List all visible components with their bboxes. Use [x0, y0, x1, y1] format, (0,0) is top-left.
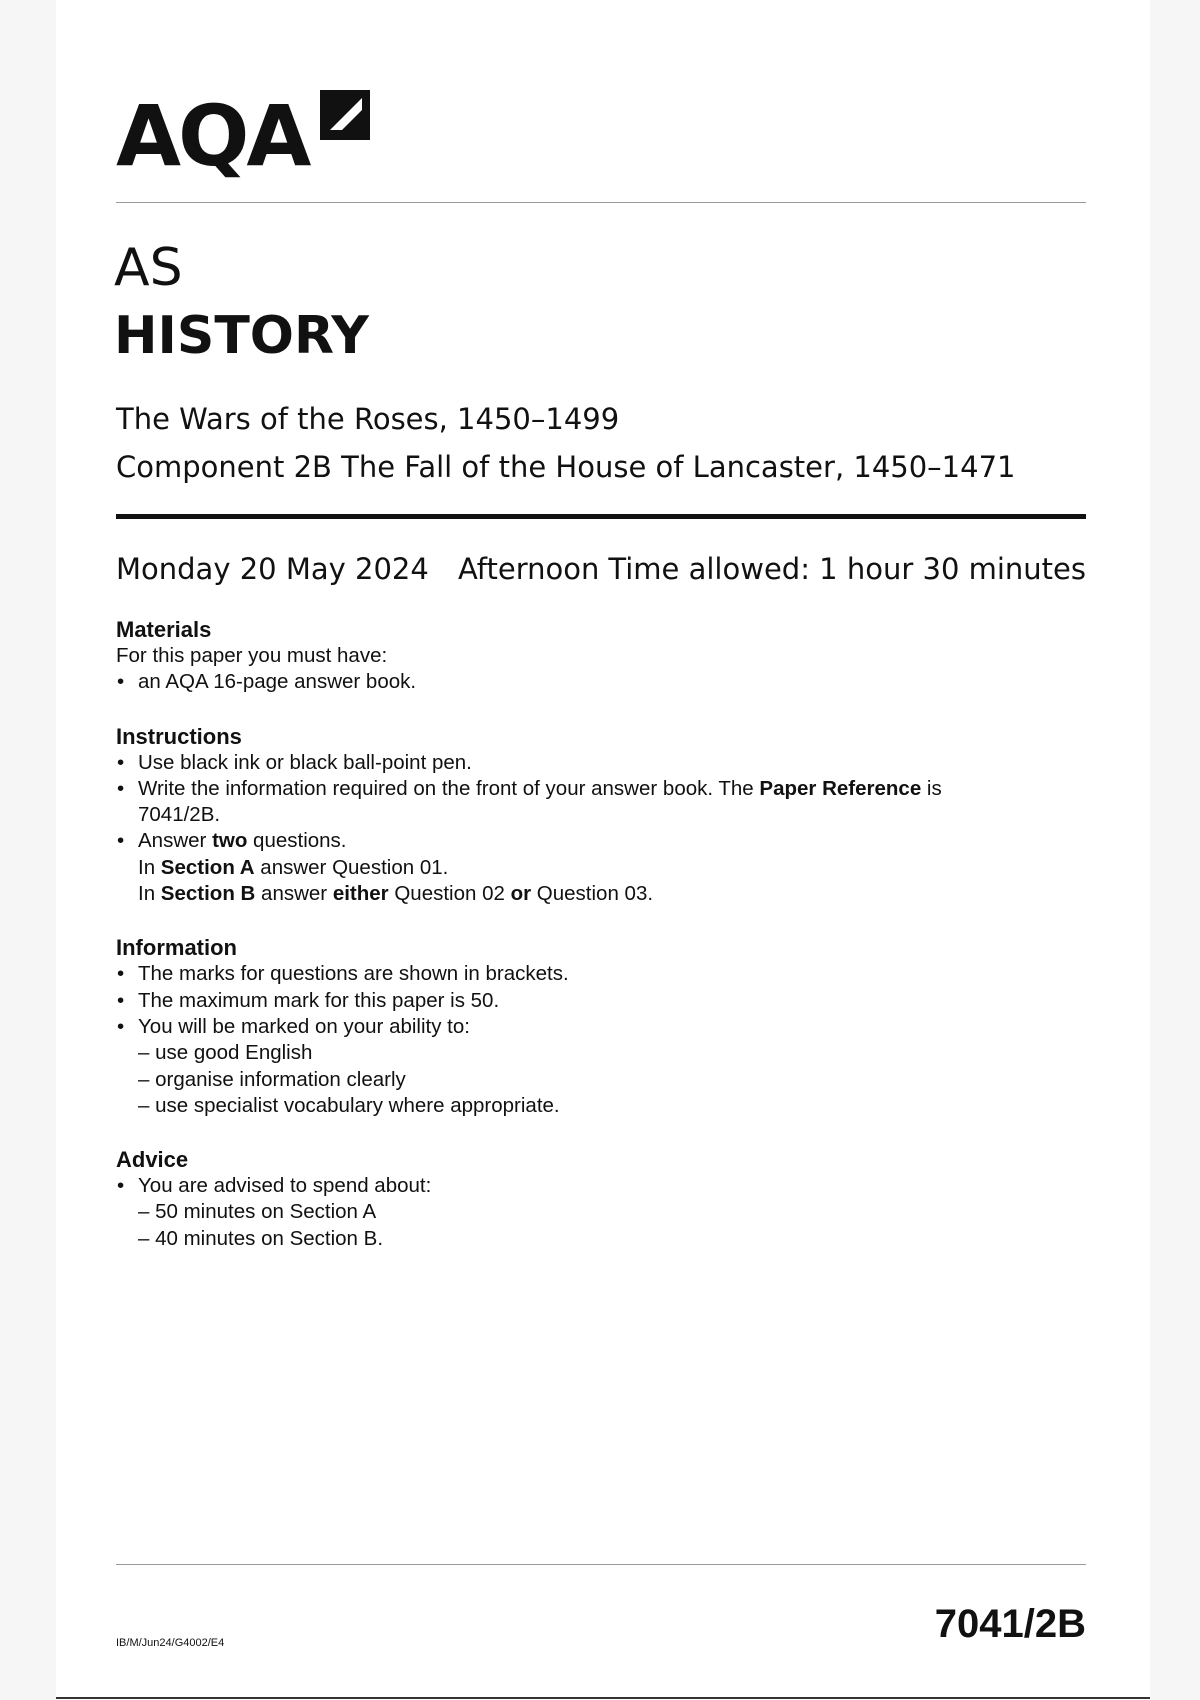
subject-title: HISTORY [114, 306, 369, 366]
instruction-item: • Write the information required on the front of your answer book. The Paper Reference is [116, 776, 1086, 802]
instruction-section-a: In Section A answer Question 01. [138, 855, 449, 879]
information-item: • You will be marked on your ability to: [116, 1014, 1086, 1040]
information-item: • The maximum mark for this paper is 50. [116, 988, 1086, 1014]
qualification-level: AS [114, 238, 183, 298]
advice-subitem: – 40 minutes on Section B. [138, 1226, 384, 1250]
information-heading: Information [116, 935, 237, 961]
information-item: • The marks for questions are shown in brackets. [116, 961, 1086, 987]
title-divider [116, 514, 1086, 519]
component-title: Component 2B The Fall of the House of Lancaster, 1450–1471 [116, 450, 1016, 484]
instruction-item: • Use black ink or black ball-point pen. [116, 750, 1086, 776]
rubric-body [116, 616, 1086, 1252]
topic-title: The Wars of the Roses, 1450–1499 [116, 402, 620, 436]
page-bottom-edge [56, 1697, 1150, 1699]
exam-date: Monday 20 May 2024 [116, 552, 429, 586]
information-subitem: – use good English [138, 1041, 313, 1065]
information-subitem: – use specialist vocabulary where appropriate. [138, 1093, 560, 1117]
header-divider [116, 202, 1086, 203]
time-allowed: Time allowed: 1 hour 30 minutes [608, 552, 1086, 586]
advice-heading: Advice [116, 1147, 189, 1173]
instruction-section-b: In Section B answer either Question 02 or Question 03. [138, 882, 654, 906]
right-margin-shade [1150, 0, 1200, 1700]
materials-item: • an AQA 16-page answer book. [116, 669, 1086, 695]
exam-session: Afternoon [458, 552, 600, 586]
materials-heading: Materials [116, 617, 212, 642]
logo-text: AQA [116, 87, 309, 185]
aqa-logo [116, 86, 374, 185]
paper-reference: 7041/2B [934, 1602, 1086, 1646]
information-subitem: – organise information clearly [138, 1067, 406, 1091]
footer-divider [116, 1564, 1086, 1565]
advice-subitem: – 50 minutes on Section A [138, 1200, 377, 1224]
instruction-item: • Answer two questions. [116, 828, 1086, 854]
left-margin-shade [0, 0, 56, 1700]
instructions-heading: Instructions [116, 723, 242, 749]
footer-code: IB/M/Jun24/G4002/E4 [116, 1637, 225, 1649]
materials-intro: For this paper you must have: [116, 644, 388, 667]
advice-item: • You are advised to spend about: [116, 1173, 1086, 1199]
instruction-item-continued: 7041/2B. [138, 803, 221, 827]
logo-tick-icon [316, 86, 374, 144]
